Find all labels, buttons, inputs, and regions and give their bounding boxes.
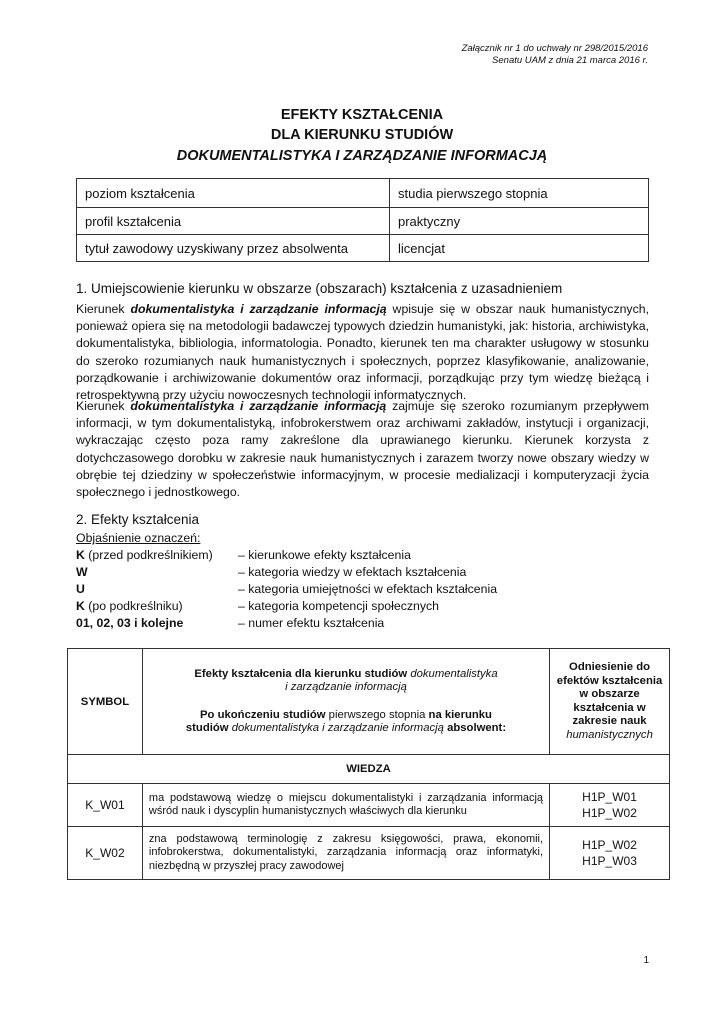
reference-code: H1P_W02 <box>582 838 637 852</box>
outcome-text: ma podstawową wiedzę o miejscu dokumentalistyki i zarządzania informacją wśród nauk i dyscyplin humanistycznych właściwych dla kierunku <box>142 784 549 827</box>
outcome-text: zna podstawową terminologię z zakresu księgowości, prawa, ekonomii, infobrokerstwa, dokumentalistyki, zarządzania informacją oraz informatyki, niezbędną w przyszłej pracy zawodowej <box>142 827 549 880</box>
document-title-line2: DLA KIERUNKU STUDIÓW <box>270 127 454 143</box>
header-desc-text: Efekty kształcenia dla kierunku studiów <box>194 667 411 680</box>
attachment-note <box>462 43 648 67</box>
header-desc-program: dokumentalistyka i zarządzanie informacją <box>231 722 444 734</box>
program-name: dokumentalistyka i zarządzanie informacją <box>130 399 387 413</box>
section1-paragraph2 <box>76 398 649 501</box>
table-row <box>68 755 670 784</box>
section2-heading: 2. Efekty kształcenia <box>76 512 200 527</box>
legend-key: K <box>76 548 85 562</box>
outcome-reference <box>550 784 670 827</box>
attachment-note-line1: Załącznik nr 1 do uchwały nr 298/2015/2016 <box>461 43 648 54</box>
info-value: licencjat <box>390 235 649 262</box>
legend-value: – kategoria wiedzy w efektach kształcenia <box>238 565 467 579</box>
legend-key-note: (po podkreślniku) <box>84 599 183 613</box>
reference-code: H1P_W02 <box>582 806 637 820</box>
header-description <box>142 649 549 755</box>
legend-title: Objaśnienie oznaczeń: <box>76 531 201 545</box>
header-desc-program: dokumentalistyka <box>410 667 498 680</box>
legend-key: W <box>76 565 88 579</box>
table-row <box>68 784 670 827</box>
table-row <box>77 179 649 208</box>
program-name: dokumentalistyka i zarządzanie informacją <box>130 302 387 316</box>
outcome-reference <box>550 827 670 880</box>
document-title-line3: DOKUMENTALISTYKA I ZARZĄDZANIE INFORMACJĄ <box>176 148 548 164</box>
header-desc-text: studiów <box>185 722 232 734</box>
legend-value: – numer efektu kształcenia <box>238 616 385 630</box>
header-ref-area: humanistycznych <box>566 728 653 741</box>
table-row <box>68 827 670 880</box>
legend-key: 01, 02, 03 i kolejne <box>76 616 184 630</box>
category-heading: WIEDZA <box>68 755 670 784</box>
table-header-row <box>68 649 670 755</box>
header-desc-program: i zarządzanie informacją <box>285 681 407 693</box>
legend-value: – kategoria kompetencji społecznych <box>238 599 439 613</box>
header-desc-text: Po ukończeniu studiów <box>200 708 326 721</box>
document-title-line1: EFEKTY KSZTAŁCENIA <box>280 107 444 123</box>
header-reference <box>550 649 670 755</box>
program-info-table <box>76 178 649 262</box>
info-value: praktyczny <box>390 208 649 235</box>
para-text: wpisuje się w obszar nauk humanistycznych, ponieważ opiera się na metodologii badawczej typowych dziedzin humanistyki, jak: historia, archiwistyka, dokumentalistyka, bibliologia, informatologia. Ponadto, kierunek ten ma charakter usługowy w stosunku do szeroko rozumianych nauk humanistycznych i społecznych, poprzez klasyfikowanie, analizowanie, porządkowanie i archiwizowanie dokumentów oraz informacji, porządkując przy tym wiedzę bieżącą i retrospektywną przy użyciu nowoczesnych technologii informatycznych. <box>76 302 649 403</box>
info-value: studia pierwszego stopnia <box>390 179 649 208</box>
table-row <box>77 235 649 262</box>
header-desc-text: pierwszego stopnia <box>325 708 429 721</box>
outcome-symbol: K_W02 <box>68 827 143 880</box>
header-desc-text: na kierunku <box>428 708 492 721</box>
legend-key: K <box>76 599 85 613</box>
reference-code: H1P_W03 <box>582 854 637 868</box>
reference-code: H1P_W01 <box>582 790 637 804</box>
legend-key-note: (przed podkreślnikiem) <box>84 548 213 562</box>
header-symbol: SYMBOL <box>68 649 143 755</box>
section1-paragraph1 <box>76 301 649 404</box>
page-number: 1 <box>643 955 649 966</box>
info-label: tytuł zawodowy uzyskiwany przez absolwenta <box>77 235 390 262</box>
attachment-note-line2: Senatu UAM z dnia 21 marca 2016 r. <box>492 55 648 66</box>
learning-outcomes-table <box>67 648 670 880</box>
info-label: poziom kształcenia <box>77 179 390 208</box>
legend-value: – kategoria umiejętności w efektach kształcenia <box>238 582 498 596</box>
para-text: Kierunek <box>76 399 131 413</box>
info-label: profil kształcenia <box>77 208 390 235</box>
para-text: Kierunek <box>76 302 131 316</box>
section1-heading: 1. Umiejscowienie kierunku w obszarze (obszarach) kształcenia z uzasadnieniem <box>76 281 563 296</box>
legend-value: – kierunkowe efekty kształcenia <box>238 548 411 562</box>
header-desc-text: absolwent: <box>443 722 507 734</box>
header-ref-text: Odniesienie do efektów kształcenia w obszarze kształcenia w zakresie nauk <box>556 661 663 727</box>
table-row <box>77 208 649 235</box>
para-text: zajmuje się szeroko rozumianym przepływem informacji, w tym dokumentalistyką, infobrokerstwem oraz archiwami zakładów, instytucji i organizacji, wykraczając często poza ramy zakreślone dla uprawianego kierunku. Kierunek korzysta z dotychczasowego dorobku w zakresie nauk humanistycznych i zarazem tworzy nowe obszary wiedzy w obrębie tej dziedziny w społeczeństwie informacyjnym, w procesie medializacji i komputeryzacji życia społecznego i jednostkowego. <box>76 399 649 500</box>
legend-key: U <box>76 582 85 596</box>
outcome-symbol: K_W01 <box>68 784 143 827</box>
